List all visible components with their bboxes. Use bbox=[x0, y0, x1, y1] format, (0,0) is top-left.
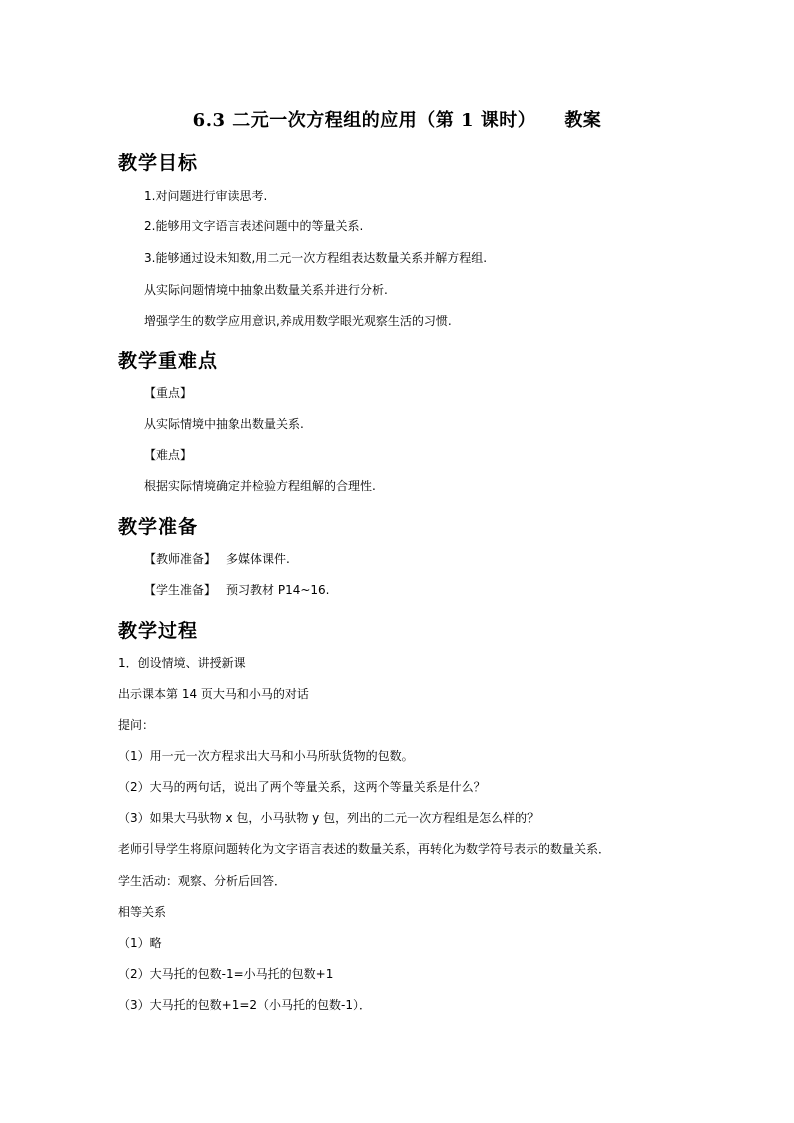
heading-key-points: 教学重难点 bbox=[118, 350, 219, 372]
title-main: 6.3 二元一次方程组的应用（第 1 课时） bbox=[192, 110, 537, 131]
teacher-prep bbox=[144, 552, 290, 566]
heading-preparation: 教学准备 bbox=[118, 516, 199, 538]
student-prep-label: 【学生准备】 bbox=[144, 583, 217, 597]
goal-item: 从实际问题情境中抽象出数量关系并进行分析. bbox=[144, 283, 388, 297]
process-line: 1．创设情境、讲授新课 bbox=[118, 656, 246, 670]
process-line: （2）大马托的包数-1=小马托的包数+1 bbox=[118, 967, 334, 981]
process-line: （3）如果大马驮物 x 包，小马驮物 y 包，列出的二元一次方程组是怎么样的？ bbox=[118, 811, 540, 825]
document-title bbox=[0, 106, 794, 132]
teacher-prep-text: 多媒体课件. bbox=[226, 552, 290, 566]
title-suffix: 教案 bbox=[564, 110, 602, 131]
process-line: （1）略 bbox=[118, 936, 162, 950]
key-text: 从实际情境中抽象出数量关系. bbox=[144, 417, 304, 431]
process-line: 老师引导学生将原问题转化为文字语言表述的数量关系，再转化为数学符号表示的数量关系． bbox=[118, 842, 611, 856]
process-line: 相等关系 bbox=[118, 905, 167, 919]
process-line: （3）大马托的包数+1=2（小马托的包数-1）． bbox=[118, 998, 371, 1012]
difficulty-label: 【难点】 bbox=[144, 448, 193, 462]
process-line: （2）大马的两句话，说出了两个等量关系，这两个等量关系是什么？ bbox=[118, 780, 486, 794]
goal-item: 增强学生的数学应用意识,养成用数学眼光观察生活的习惯. bbox=[144, 314, 452, 328]
key-label: 【重点】 bbox=[144, 386, 193, 400]
goal-item: 1.对问题进行审读思考. bbox=[144, 189, 268, 203]
process-line: 学生活动：观察、分析后回答． bbox=[118, 874, 287, 888]
difficulty-text: 根据实际情境确定并检验方程组解的合理性. bbox=[144, 479, 376, 493]
process-line: （1）用一元一次方程求出大马和小马所驮货物的包数。 bbox=[118, 749, 414, 763]
heading-process: 教学过程 bbox=[118, 620, 199, 642]
heading-goals: 教学目标 bbox=[118, 152, 199, 174]
student-prep-text: 预习教材 P14~16. bbox=[226, 583, 330, 597]
goal-item: 3.能够通过设未知数,用二元一次方程组表达数量关系并解方程组. bbox=[144, 251, 488, 265]
process-line: 出示课本第 14 页大马和小马的对话 bbox=[118, 687, 309, 701]
process-line: 提问： bbox=[118, 718, 155, 732]
teacher-prep-label: 【教师准备】 bbox=[144, 552, 217, 566]
goal-item: 2.能够用文字语言表述问题中的等量关系. bbox=[144, 219, 364, 233]
student-prep bbox=[144, 583, 329, 597]
